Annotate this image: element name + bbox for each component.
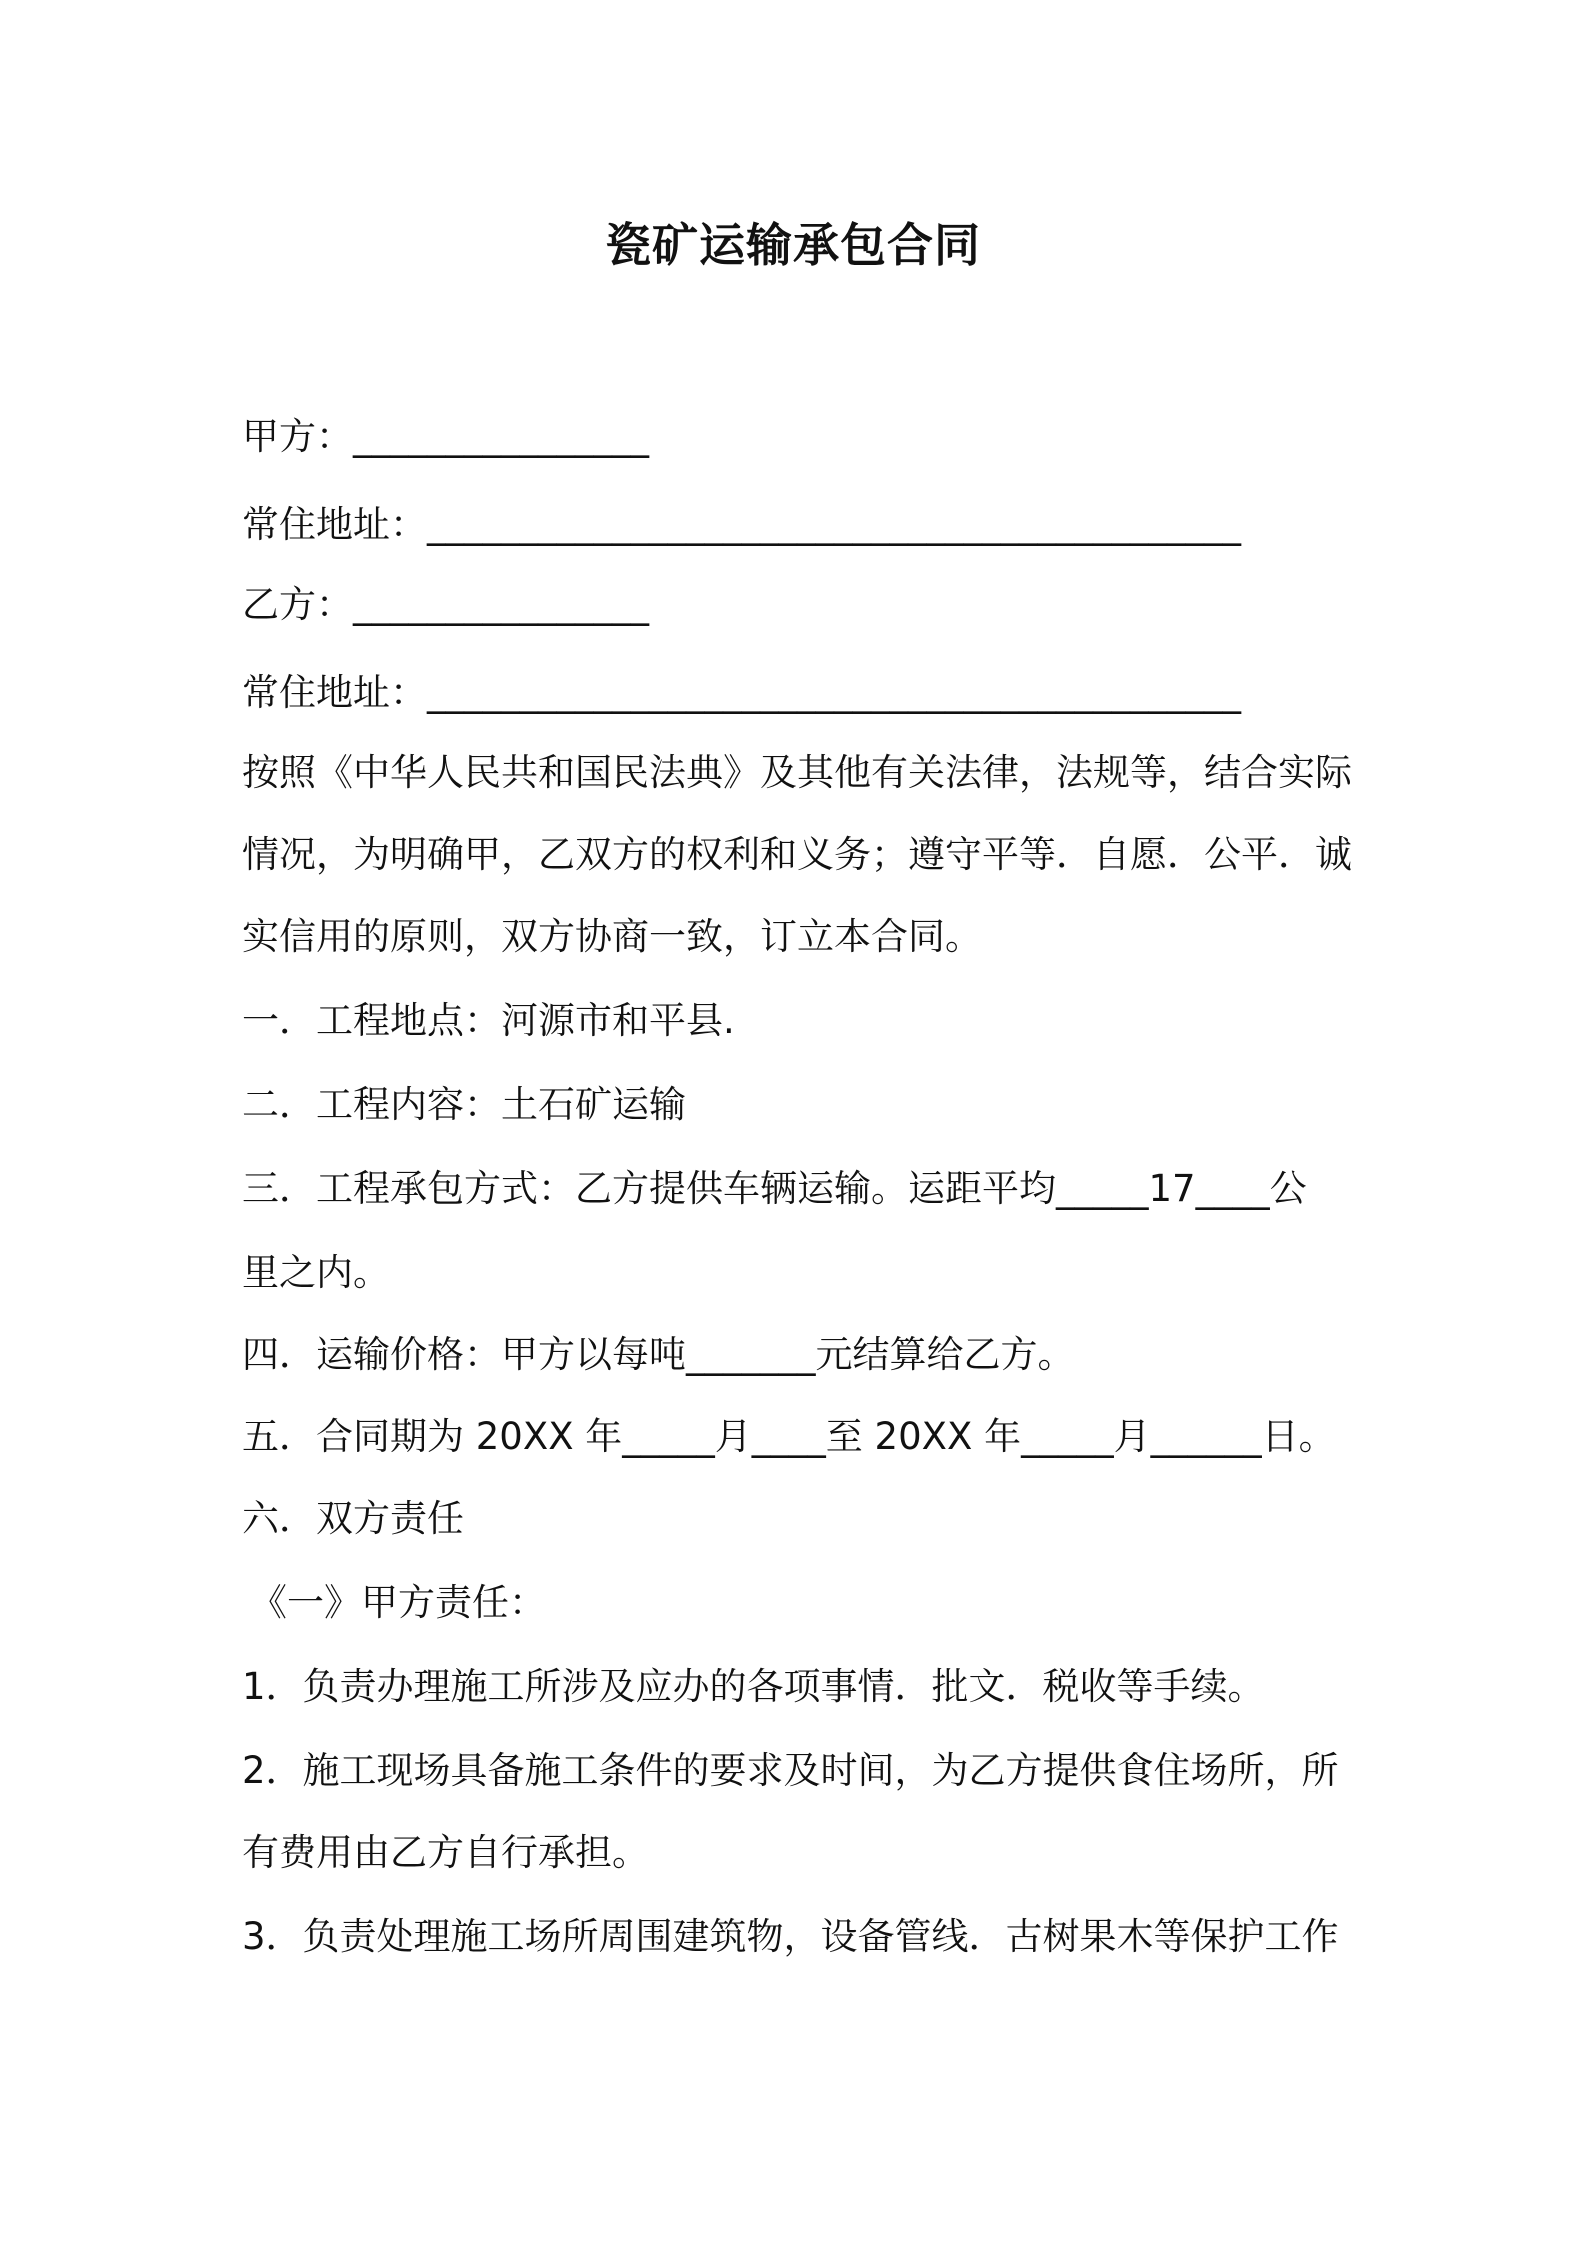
party-b-address-line: 常住地址：____________________________________________	[242, 671, 1241, 714]
clause-6-responsibilities: 六．双方责任	[242, 1497, 464, 1540]
preamble-line-1: 按照《中华人民共和国民法典》及其他有关法律，法规等，结合实际	[242, 751, 1352, 794]
party-a-line: 甲方：________________	[242, 415, 649, 458]
preamble-line-3: 实信用的原则，双方协商一致，订立本合同。	[242, 915, 982, 958]
party-a-item-2-line-1: 2．施工现场具备施工条件的要求及时间，为乙方提供食住场所，所	[242, 1749, 1339, 1792]
party-b-line: 乙方：________________	[242, 583, 649, 626]
clause-3-method-line-2: 里之内。	[242, 1251, 390, 1294]
clause-1-location: 一．工程地点：河源市和平县.	[242, 999, 735, 1042]
document-title: 瓷矿运输承包合同	[605, 218, 981, 272]
party-a-responsibility-heading: 《一》甲方责任：	[250, 1581, 546, 1624]
party-a-address-line: 常住地址：____________________________________________	[242, 503, 1241, 546]
party-a-item-1: 1．负责办理施工所涉及应办的各项事情．批文．税收等手续。	[242, 1665, 1265, 1708]
clause-4-price: 四．运输价格：甲方以每吨_______元结算给乙方。	[242, 1333, 1075, 1376]
party-a-item-3: 3．负责处理施工场所周围建筑物，设备管线．古树果木等保护工作	[242, 1915, 1339, 1958]
clause-3-method-line-1: 三．工程承包方式：乙方提供车辆运输。运距平均_____17____公	[242, 1167, 1307, 1210]
clause-5-period: 五．合同期为 20XX 年_____月____至 20XX 年_____月______日。	[242, 1415, 1336, 1458]
party-a-item-2-line-2: 有费用由乙方自行承担。	[242, 1831, 649, 1874]
clause-2-content: 二．工程内容：土石矿运输	[242, 1083, 686, 1126]
preamble-line-2: 情况，为明确甲，乙双方的权利和义务；遵守平等．自愿．公平．诚	[242, 833, 1352, 876]
